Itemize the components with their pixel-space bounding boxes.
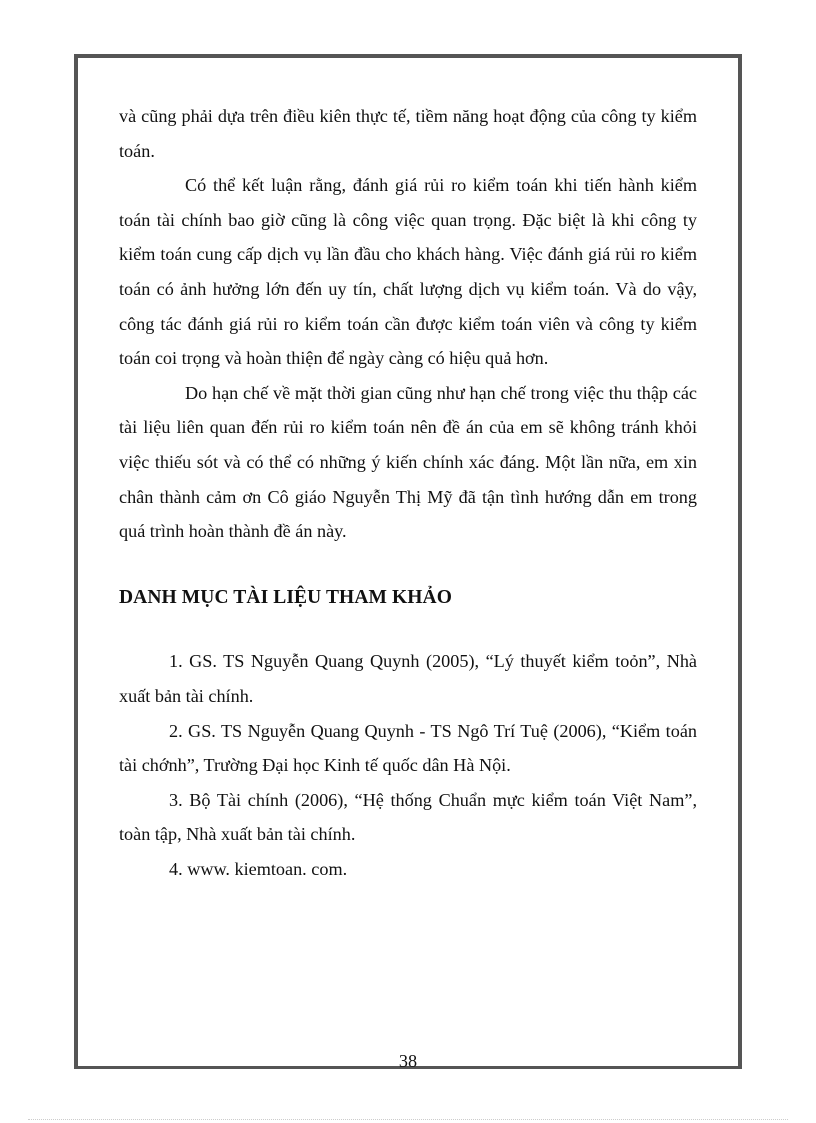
- references-heading: DANH MỤC TÀI LIỆU THAM KHẢO: [119, 586, 452, 608]
- paragraph-conclusion: Có thể kết luận rằng, đánh giá rủi ro kiểm toán khi tiến hành kiểm toán tài chính bao giờ cũng là công việc quan trọng. Đặc biệt là khi công ty kiểm toán cung cấp dịch vụ lần đầu cho khách hàng. Việc đánh giá rủi ro kiểm toán có ảnh hưởng lớn đến uy tín, chất lượng dịch vụ kiểm toán. Và do vậy, công tác đánh giá rủi ro kiểm toán cần được kiểm toán viên và công ty kiểm toán coi trọng và hoàn thiện để ngày càng có hiệu quả hơn.: [119, 175, 697, 369]
- page-body: [119, 99, 697, 886]
- page-border-left: [74, 54, 78, 1069]
- paragraph-acknowledgement: Do hạn chế về mặt thời gian cũng như hạn chế trong việc thu thập các tài liệu liên quan đến rủi ro kiểm toán nên đề án của em sẽ không tránh khỏi việc thiếu sót và có thể có những ý kiến chính xác đáng. Một lần nữa, em xin chân thành cảm ơn Cô giáo Nguyễn Thị Mỹ đã tận tình hướng dẫn em trong quá trình hoàn thành đề án này.: [119, 382, 697, 542]
- reference-item: 4. www. kiemtoan. com.: [169, 858, 348, 879]
- reference-item: 3. Bộ Tài chính (2006), “Hệ thống Chuẩn mực kiểm toán Việt Nam”, toàn tập, Nhà xuất bản tài chính.: [119, 789, 697, 845]
- reference-item: 1. GS. TS Nguyễn Quang Quynh (2005), “Lý thuyết kiểm toỏn”, Nhà xuất bản tài chính.: [119, 651, 697, 706]
- paragraph-continuation: và cũng phải dựa trên điều kiên thực tế, tiềm năng hoạt động của công ty kiểm toán.: [119, 106, 697, 161]
- page-number: 38: [398, 1051, 418, 1071]
- footer-divider: [28, 1119, 788, 1120]
- page-border-right: [738, 54, 742, 1069]
- page-border-top: [74, 54, 742, 58]
- reference-item: 2. GS. TS Nguyễn Quang Quynh - TS Ngô Trí Tuệ (2006), “Kiểm toán tài chớnh”, Trường Đại học Kinh tế quốc dân Hà Nội.: [119, 720, 697, 776]
